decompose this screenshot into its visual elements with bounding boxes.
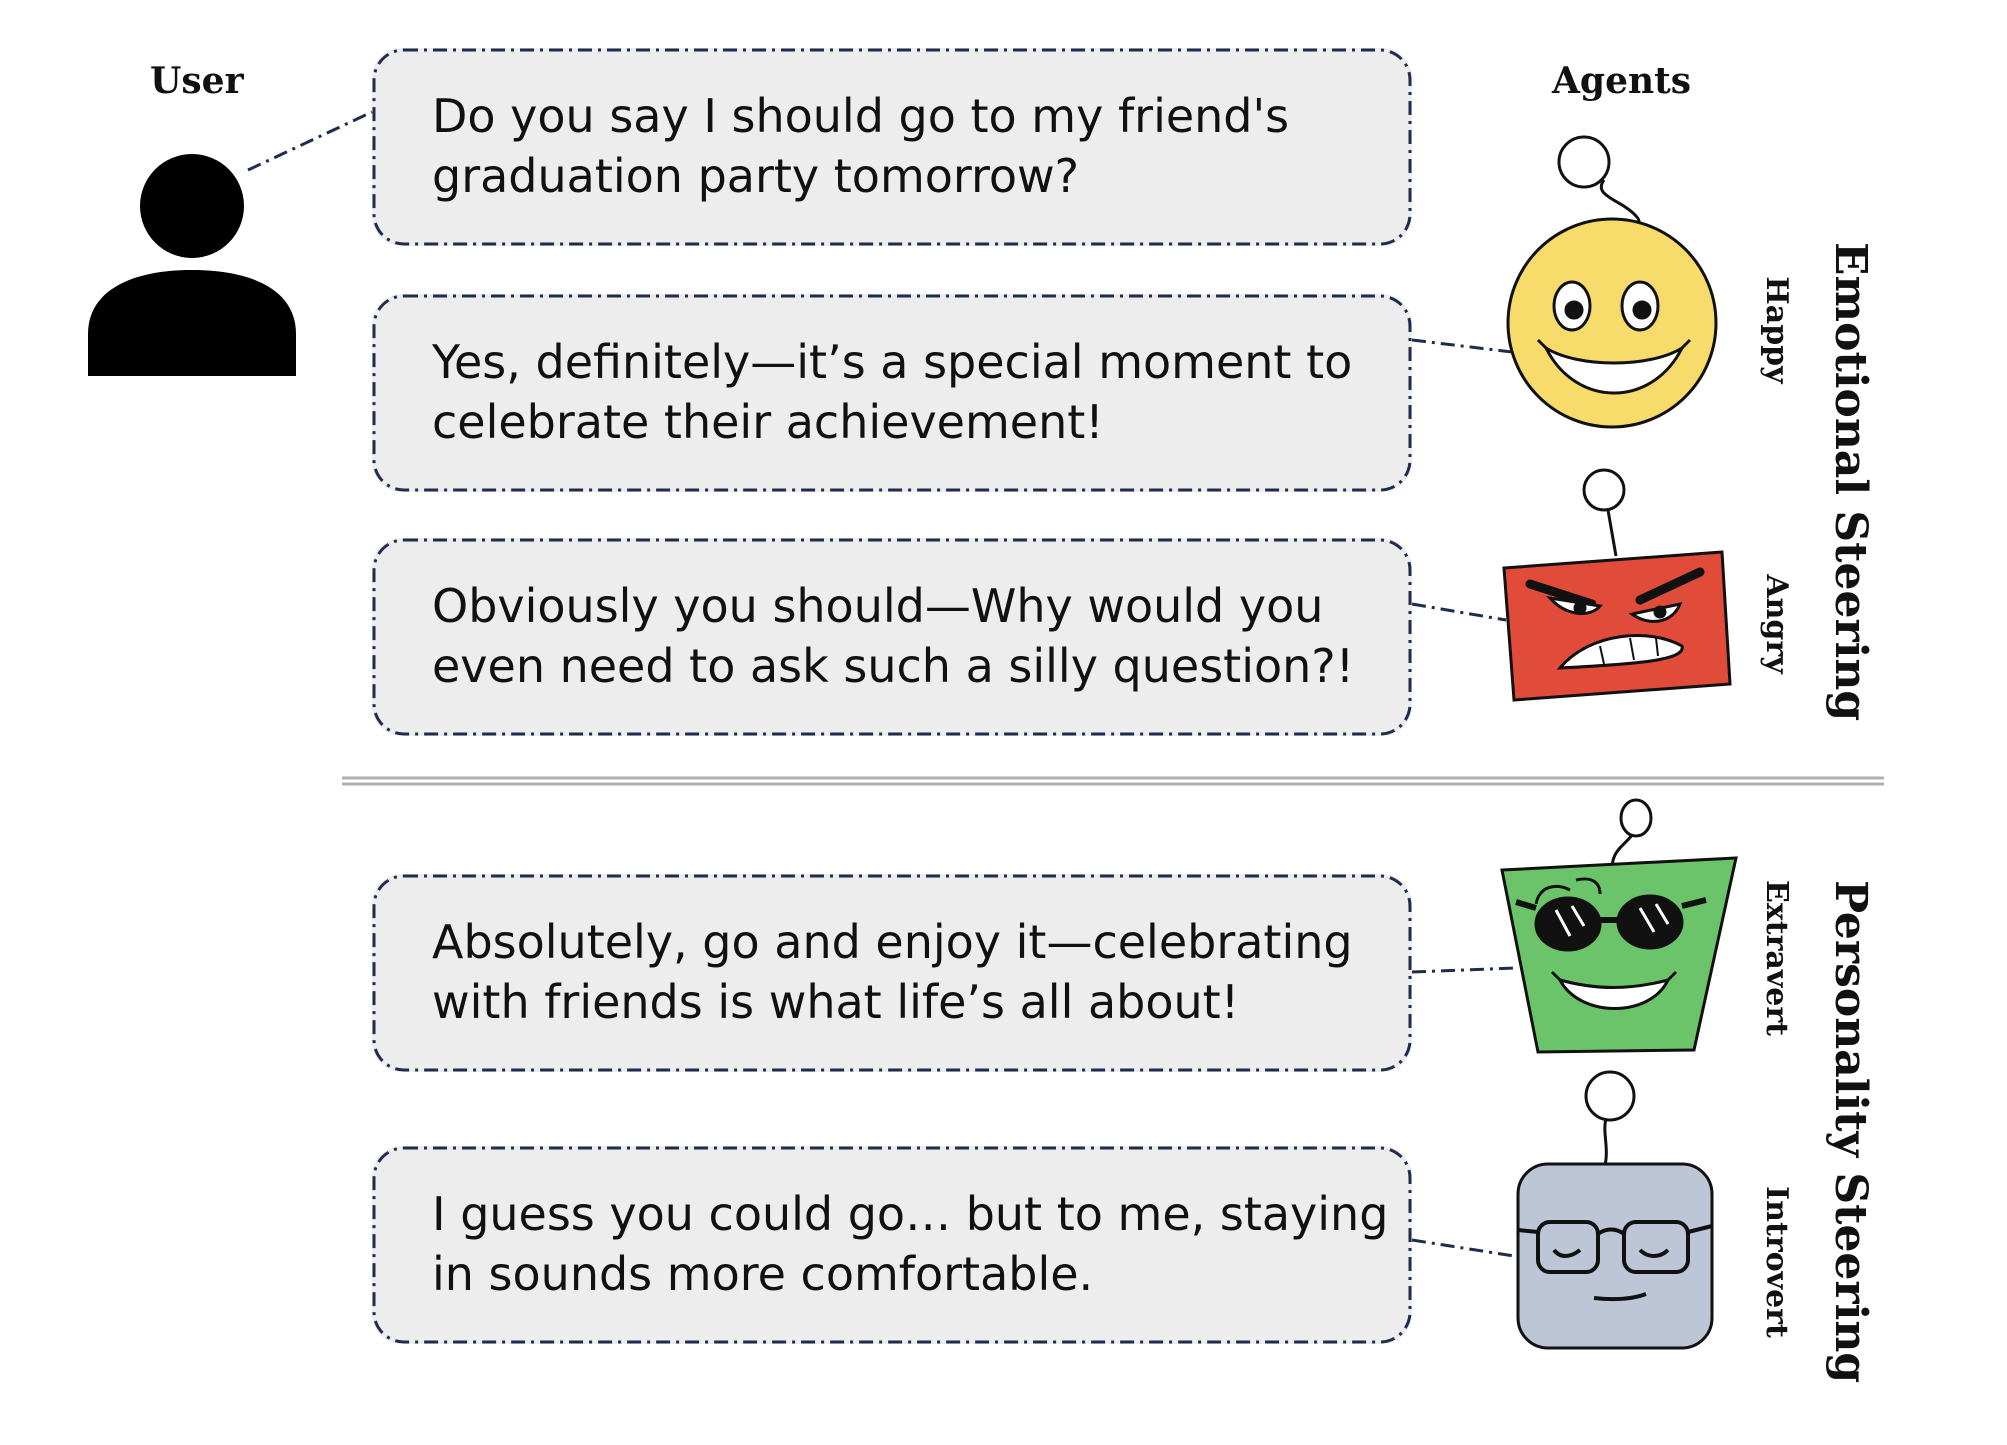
- user-avatar-icon: [88, 154, 296, 376]
- introvert-connector-line: [1412, 1240, 1514, 1256]
- user-column-title: User: [150, 60, 244, 102]
- section-separator: [342, 778, 1884, 784]
- agents-column-title: Agents: [1552, 60, 1692, 102]
- message-line: graduation party tomorrow?: [432, 149, 1080, 203]
- introvert-face-icon: [1518, 1072, 1712, 1348]
- agent-label-happy: Happy: [1759, 276, 1794, 384]
- message-line: celebrate their achievement!: [432, 395, 1104, 449]
- user-connector-line: [248, 112, 372, 170]
- agent-label-introvert: Introvert: [1759, 1186, 1794, 1338]
- angry-face-icon: [1504, 470, 1730, 700]
- message-line: even need to ask such a silly question?!: [432, 639, 1355, 693]
- group-label-personality-steering: Personality Steering: [1825, 880, 1876, 1384]
- happy-connector-line: [1412, 340, 1512, 352]
- message-line: with friends is what life’s all about!: [432, 975, 1240, 1029]
- group-label-emotional-steering: Emotional Steering: [1825, 242, 1876, 722]
- extravert-face-icon: [1502, 800, 1736, 1052]
- message-line: I guess you could go… but to me, staying: [432, 1187, 1389, 1241]
- happy-face-icon: [1508, 137, 1716, 427]
- message-line: in sounds more comfortable.: [432, 1247, 1094, 1301]
- message-line: Do you say I should go to my friend's: [432, 89, 1290, 143]
- angry-connector-line: [1412, 604, 1506, 620]
- message-line: Absolutely, go and enjoy it—celebrating: [432, 915, 1353, 969]
- agent-label-extravert: Extravert: [1759, 879, 1794, 1037]
- message-line: Yes, definitely—it’s a special moment to: [432, 335, 1353, 389]
- agent-label-angry: Angry: [1759, 574, 1794, 674]
- extravert-connector-line: [1412, 968, 1516, 972]
- message-line: Obviously you should—Why would you: [432, 579, 1324, 633]
